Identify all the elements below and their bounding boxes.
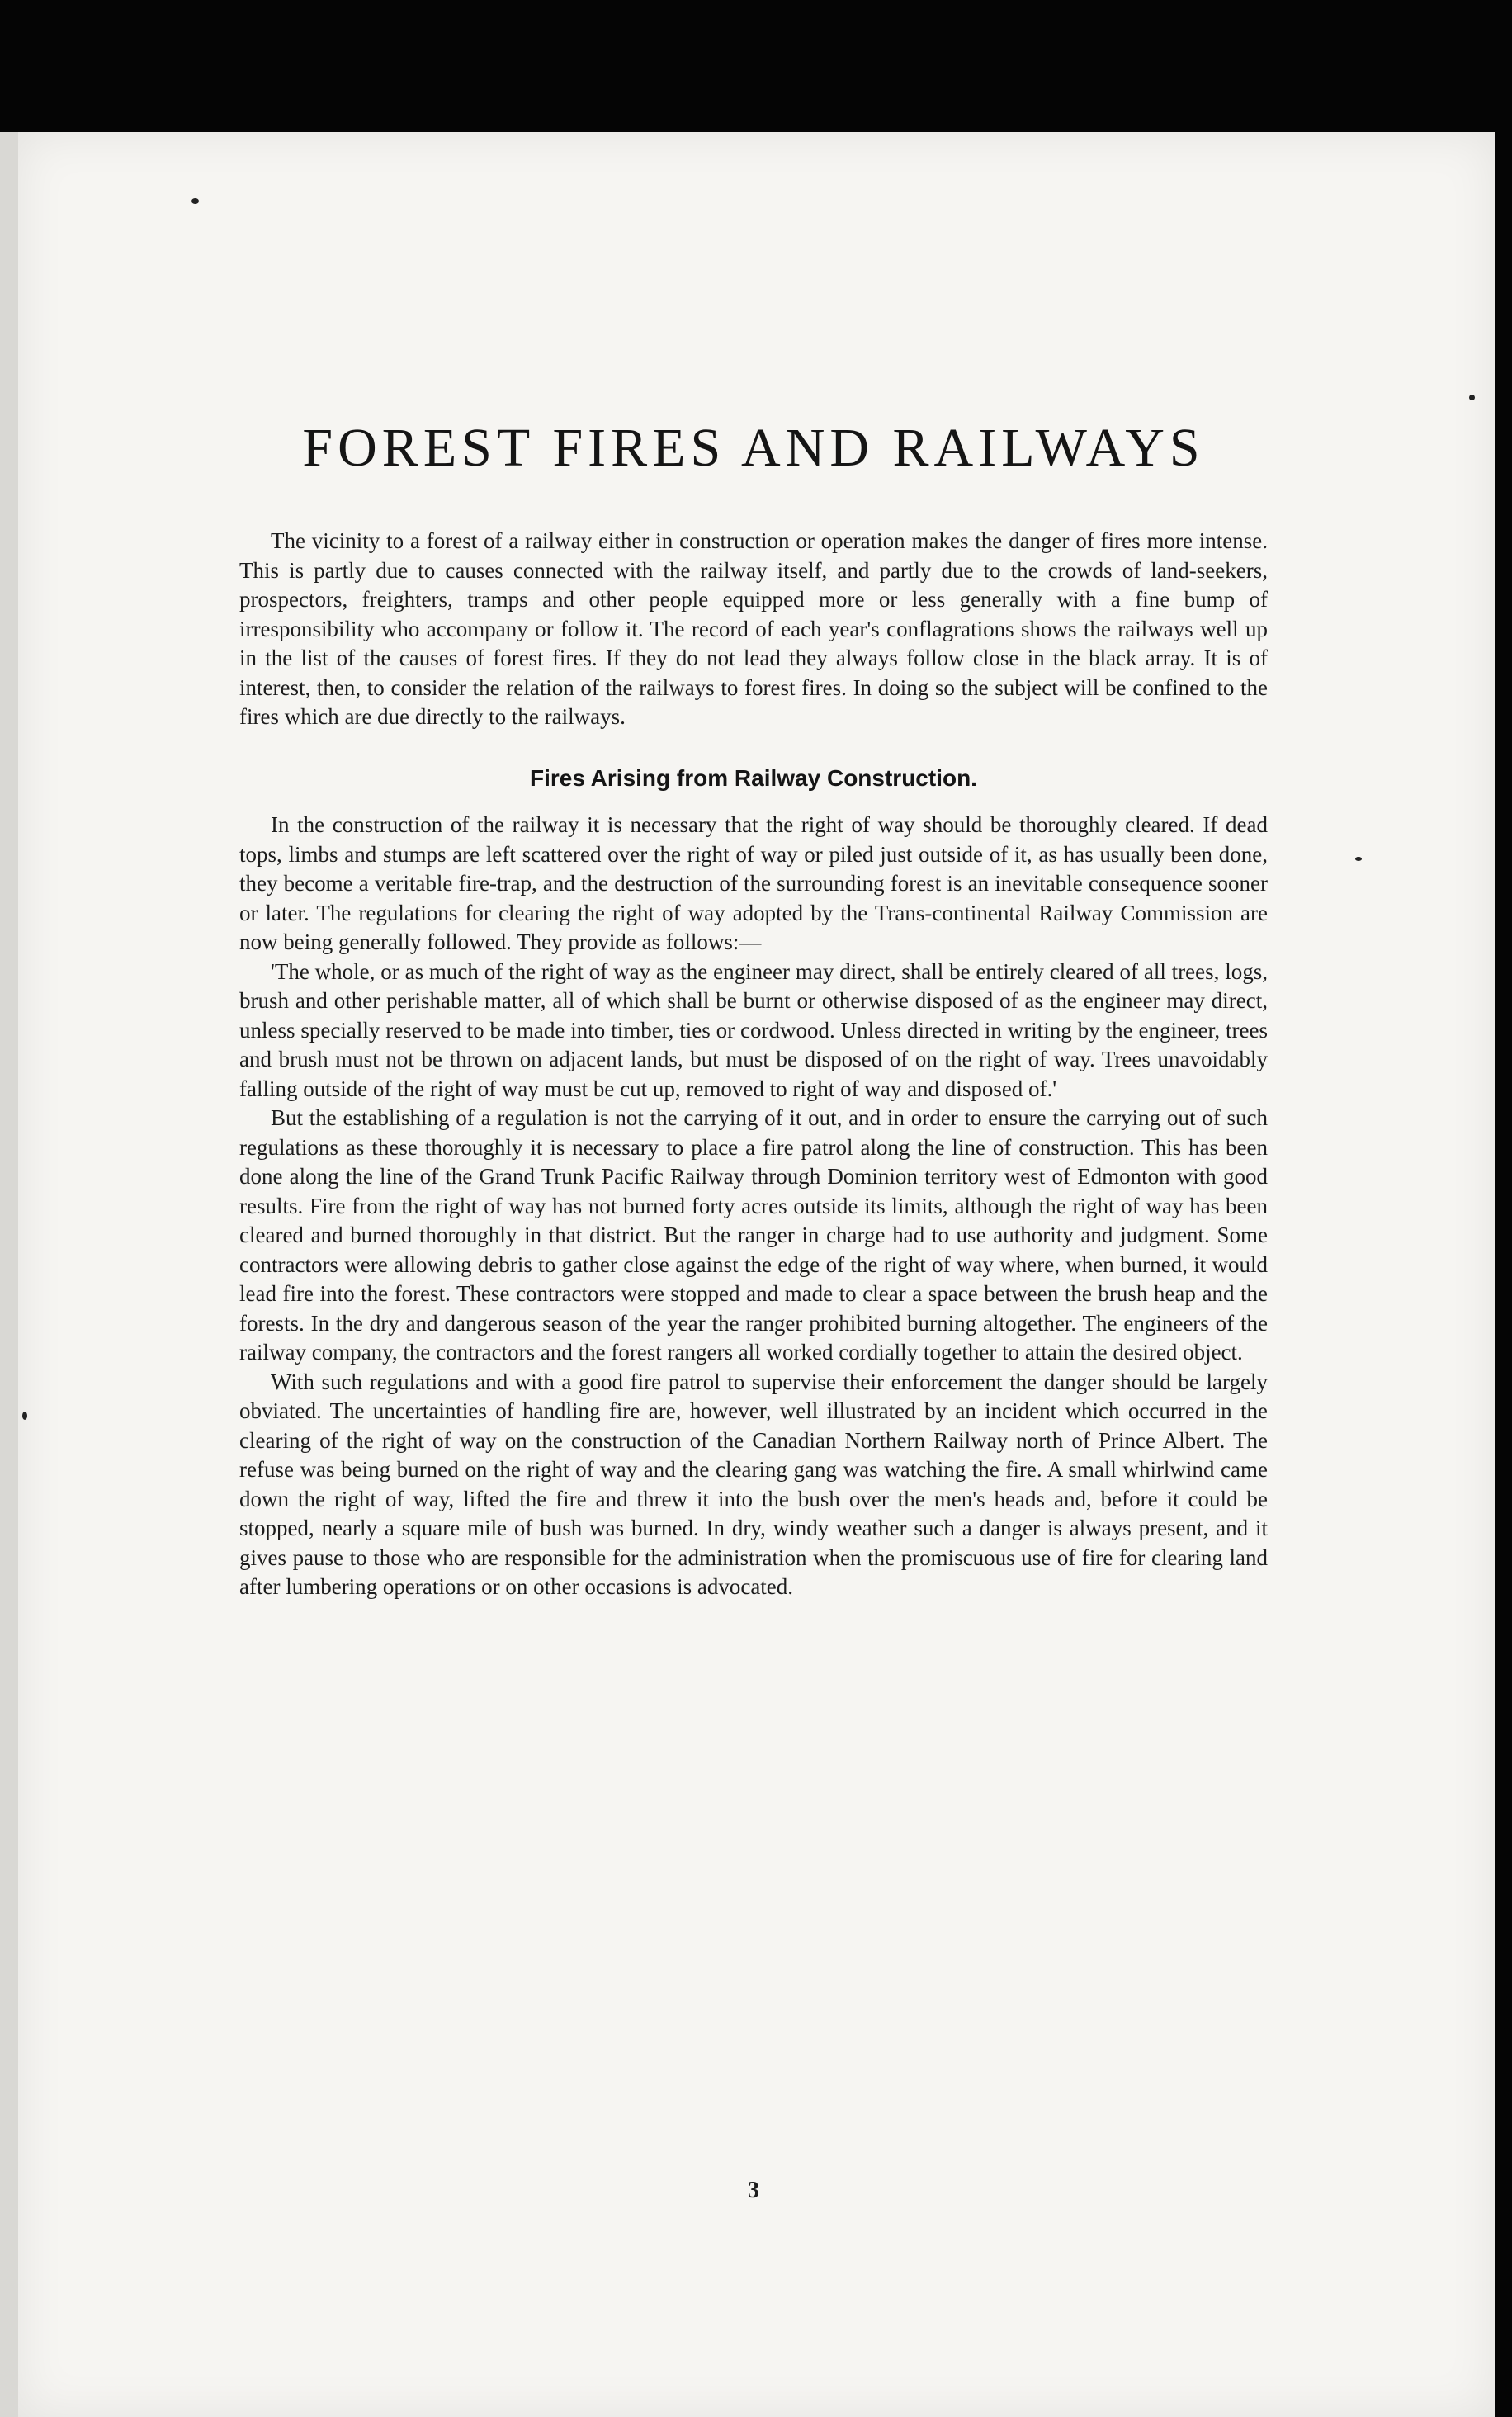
article-body	[239, 527, 1268, 1602]
paragraph-whirlwind-incident: With such regulations and with a good fire patrol to supervise their enforcement the danger should be largely obviated. The uncertainties of handling fire are, however, well illustrated by an incident which occurred in the clearing of the right of way on the construction of the Canadian Northern Railway north of Prince Albert. The refuse was being burned on the right of way and the clearing gang was watching the fire. A small whirlwind came down the right of way, lifted the fire and threw it into the bush over the men's heads and, before it could be stopped, nearly a square mile of bush was burned. In dry, windy weather such a danger is always present, and it gives pause to those who are responsible for the administration when the promiscuous use of fire for clearing land after lumbering operations or on other occasions is advocated.	[239, 1369, 1268, 1599]
page-number: 3	[748, 2178, 759, 2203]
ink-speck	[191, 198, 199, 204]
document-page	[18, 132, 1495, 2417]
ink-speck	[1469, 395, 1475, 400]
page-title: FOREST FIRES AND RAILWAYS	[302, 418, 1205, 478]
paragraph-intro: The vicinity to a forest of a railway either in construction or operation makes the danger of fires more intense. This is partly due to causes connected with the railway itself, and partly due to the crowds of land-seekers, prospectors, freighters, tramps and other people equipped more or less generally with a fine bump of irresponsibility who accompany or follow it. The record of each year's conflagrations shows the railways well up in the list of the causes of forest fires. If they do not lead they always follow close in the black array. It is of interest, then, to consider the relation of the railways to forest fires. In doing so the subject will be confined to the fires which are due directly to the railways.	[239, 528, 1268, 729]
ink-speck	[22, 1412, 27, 1420]
ink-speck	[1355, 857, 1362, 861]
paragraph-construction: In the construction of the railway it is necessary that the right of way should be thoroughly cleared. If dead tops, limbs and stumps are left scattered over the right of way or piled just outside of it, as has usually been done, they become a veritable fire-trap, and the destruction of the surrounding forest is an inevitable consequence sooner or later. The regulations for clearing the right of way adopted by the Trans-continental Railway Commission are now being generally followed. They provide as follows:—	[239, 812, 1268, 954]
section-heading: Fires Arising from Railway Construction.	[530, 764, 977, 791]
paragraph-regulation-quote: 'The whole, or as much of the right of way as the engineer may direct, shall be entirely cleared of all trees, logs, brush and other perishable matter, all of which shall be burnt or otherwise disposed of as the engineer may direct, unless specially reserved to be made into timber, ties or cordwood. Unless directed in writing by the engineer, trees and brush must not be thrown on adjacent lands, but must be disposed of on the right of way. Trees unavoidably falling outside of the right of way must be cut up, removed to right of way and disposed of.'	[239, 958, 1268, 1101]
page-left-edge	[0, 132, 18, 2417]
paragraph-fire-patrol: But the establishing of a regulation is not the carrying of it out, and in order to ensure the carrying out of such regulations as these thoroughly it is necessary to place a fire patrol along the line of construction. This has been done along the line of the Grand Trunk Pacific Railway through Dominion territory west of Edmonton with good results. Fire from the right of way has not burned forty acres outside its limits, although the right of way has been cleared and burned thoroughly in that district. But the ranger in charge had to use authority and judgment. Some contractors were allowing debris to gather close against the edge of the right of way where, when burned, it would lead fire into the forest. These contractors were stopped and made to clear a space between the brush heap and the forests. In the dry and dangerous season of the year the ranger prohibited burning altogether. The engineers of the railway company, the contractors and the forest rangers all worked cordially together to attain the desired object.	[239, 1105, 1268, 1365]
